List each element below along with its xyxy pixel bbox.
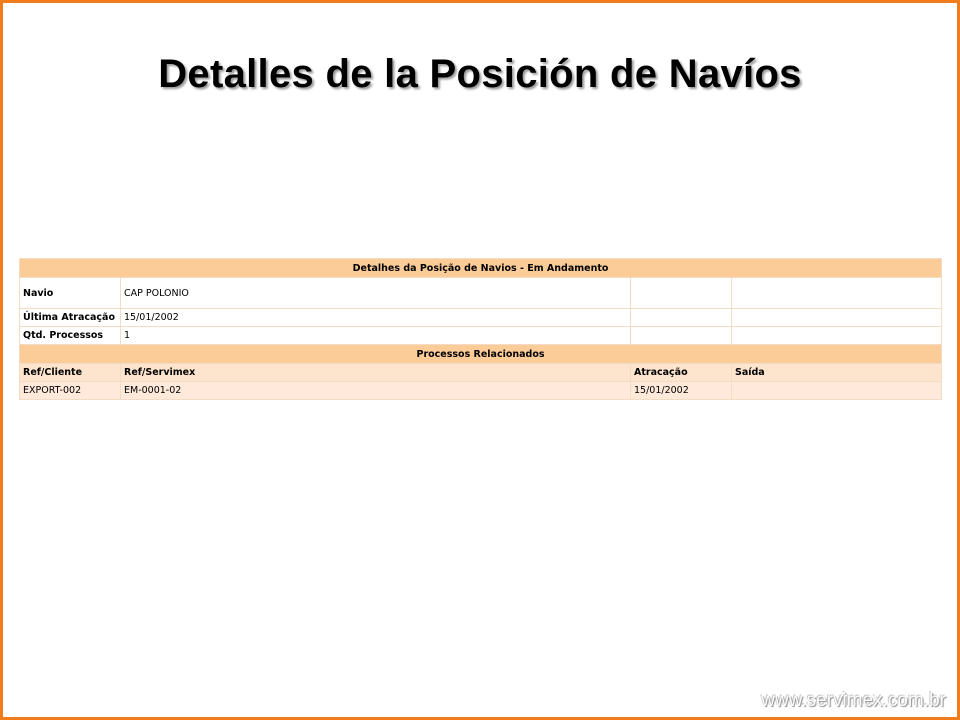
section-header-row bbox=[20, 259, 942, 278]
empty-cell bbox=[732, 278, 942, 309]
field-row-navio bbox=[20, 278, 942, 309]
field-row-qtd-processos bbox=[20, 327, 942, 345]
field-row-ultima-atracacao bbox=[20, 309, 942, 327]
column-header-atracacao: Atracação bbox=[631, 364, 732, 382]
column-header-saida: Saída bbox=[732, 364, 942, 382]
cell-ref-servimex: EM-0001-02 bbox=[121, 382, 631, 400]
column-header-row bbox=[20, 364, 942, 382]
cell-ref-cliente[interactable]: EXPORT-002 bbox=[20, 382, 121, 400]
empty-cell bbox=[631, 327, 732, 345]
field-label: Qtd. Processos bbox=[20, 327, 121, 345]
empty-cell bbox=[732, 309, 942, 327]
column-header-ref-cliente: Ref/Cliente bbox=[20, 364, 121, 382]
field-label: Navio bbox=[20, 278, 121, 309]
cell-saida bbox=[732, 382, 942, 400]
empty-cell bbox=[732, 327, 942, 345]
ship-position-table bbox=[19, 258, 942, 400]
empty-cell bbox=[631, 309, 732, 327]
column-header-ref-servimex: Ref/Servimex bbox=[121, 364, 631, 382]
related-header-row bbox=[20, 345, 942, 364]
field-label: Última Atracação bbox=[20, 309, 121, 327]
slide-title: Detalles de la Posición de Navíos bbox=[158, 52, 802, 96]
footer-website-url: www.servimex.com.br bbox=[761, 690, 946, 711]
table-row[interactable] bbox=[20, 382, 942, 400]
field-value: CAP POLONIO bbox=[121, 278, 631, 309]
section-header: Detalhes da Posição de Navios - Em Andamento bbox=[20, 259, 942, 278]
cell-atracacao: 15/01/2002 bbox=[631, 382, 732, 400]
empty-cell bbox=[631, 278, 732, 309]
field-value: 1 bbox=[121, 327, 631, 345]
field-value: 15/01/2002 bbox=[121, 309, 631, 327]
related-processes-header: Processos Relacionados bbox=[20, 345, 942, 364]
